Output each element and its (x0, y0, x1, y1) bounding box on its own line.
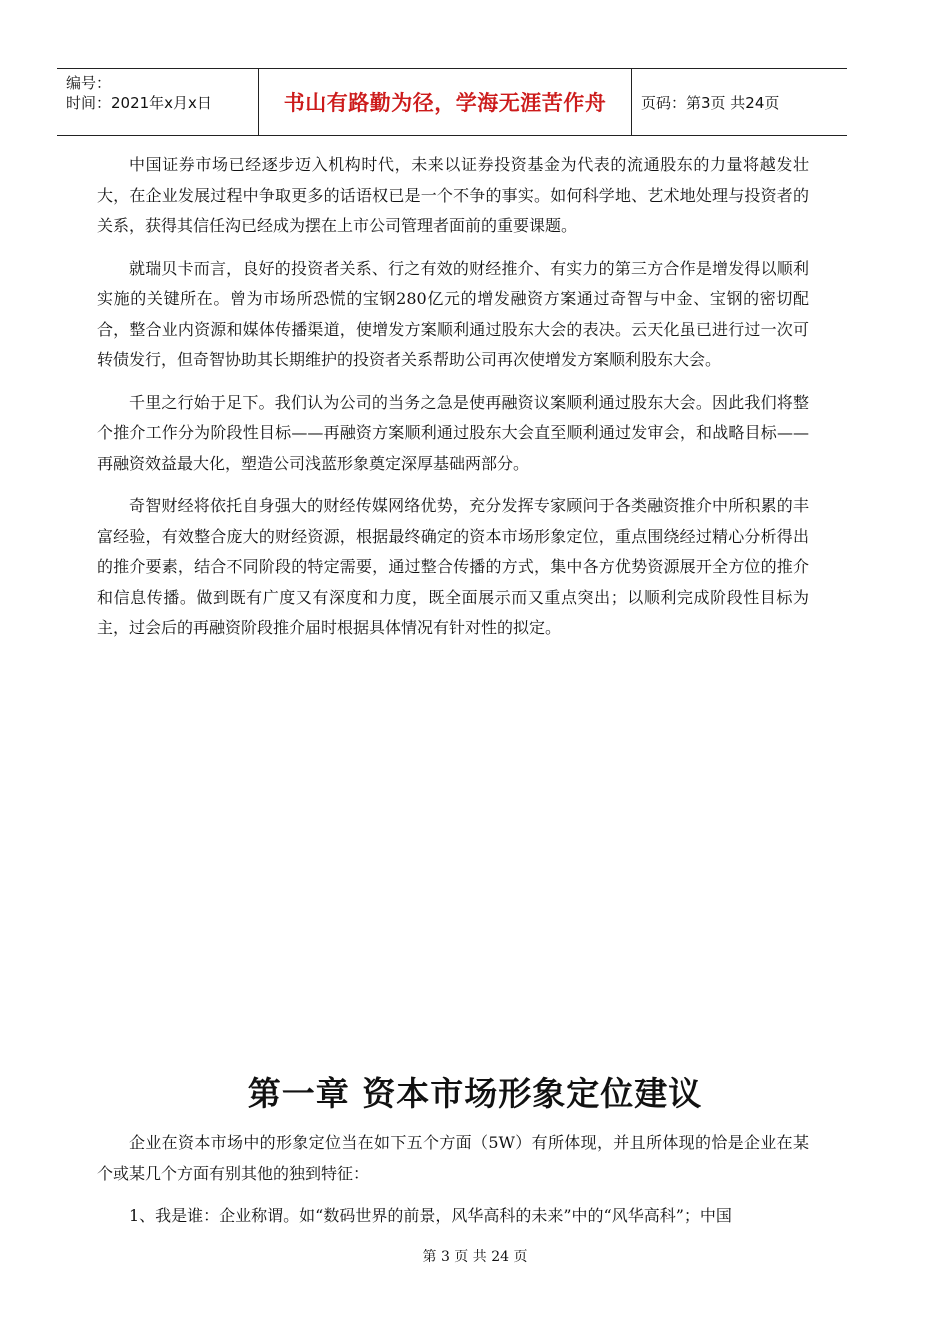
page-footer: 第 3 页 共 24 页 (422, 1249, 528, 1265)
page-info: 页码：第3页 共24页 (641, 93, 780, 112)
header-page-cell (632, 69, 847, 135)
page-header (57, 68, 847, 136)
motto-text: 书山有路勤为径，学海无涯苦作舟 (283, 91, 607, 115)
paragraph: 就瑞贝卡而言，良好的投资者关系、行之有效的财经推介、有实力的第三方合作是增发得以顺利实施的关键所在。曾为市场所恐慌的宝钢280亿元的增发融资方案通过奇智与中金、宝钢的密切配合，整合业内资源和媒体传播渠道，使增发方案顺利通过股东大会的表决。云天化虽已进行过一次可转债发行，但奇智协助其长期维护的投资者关系帮助公司再次使增发方案顺利股东大会。 (97, 258, 809, 369)
paragraph: 千里之行始于足下。我们认为公司的当务之急是使再融资议案顺利通过股东大会。因此我们将整个推介工作分为阶段性目标——再融资方案顺利通过股东大会直至顺利通过发审会，和战略目标——再融资效益最大化，塑造公司浅蓝形象奠定深厚基础两部分。 (97, 392, 809, 473)
paragraph: 企业在资本市场中的形象定位当在如下五个方面（5W）有所体现，并且所体现的恰是企业在某个或某几个方面有别其他的独到特征： (97, 1133, 809, 1183)
chapter-title: 第一章 资本市场形象定位建议 (247, 1074, 703, 1113)
serial-label: 编号： (66, 74, 112, 92)
paragraph: 奇智财经将依托自身强大的财经传媒网络优势，充分发挥专家顾问于各类融资推介中所积累的丰富经验，有效整合庞大的财经资源，根据最终确定的资本市场形象定位，重点围绕经过精心分析得出的推介要素，结合不同阶段的特定需要，通过整合传播的方式，集中各方优势资源展开全方位的推介和信息传播。做到既有广度又有深度和力度，既全面展示而又重点突出；以顺利完成阶段性目标为主，过会后的再融资阶段推介届时根据具体情况有针对性的拟定。 (97, 496, 809, 637)
chapter-body-text (97, 1128, 809, 1244)
header-meta-cell (57, 69, 259, 135)
header-motto-cell (259, 69, 632, 135)
paragraph: 1、我是谁：企业称谓。如“数码世界的前景，风华高科的未来”中的“风华高科”；中国 (129, 1206, 732, 1225)
paragraph: 中国证券市场已经逐步迈入机构时代，未来以证券投资基金为代表的流通股东的力量将越发壮大，在企业发展过程中争取更多的话语权已是一个不争的事实。如何科学地、艺术地处理与投资者的关系，获得其信任沟已经成为摆在上市公司管理者面前的重要课题。 (97, 155, 809, 235)
date-label: 时间：2021年x月x日 (66, 94, 212, 112)
body-text (97, 150, 809, 656)
